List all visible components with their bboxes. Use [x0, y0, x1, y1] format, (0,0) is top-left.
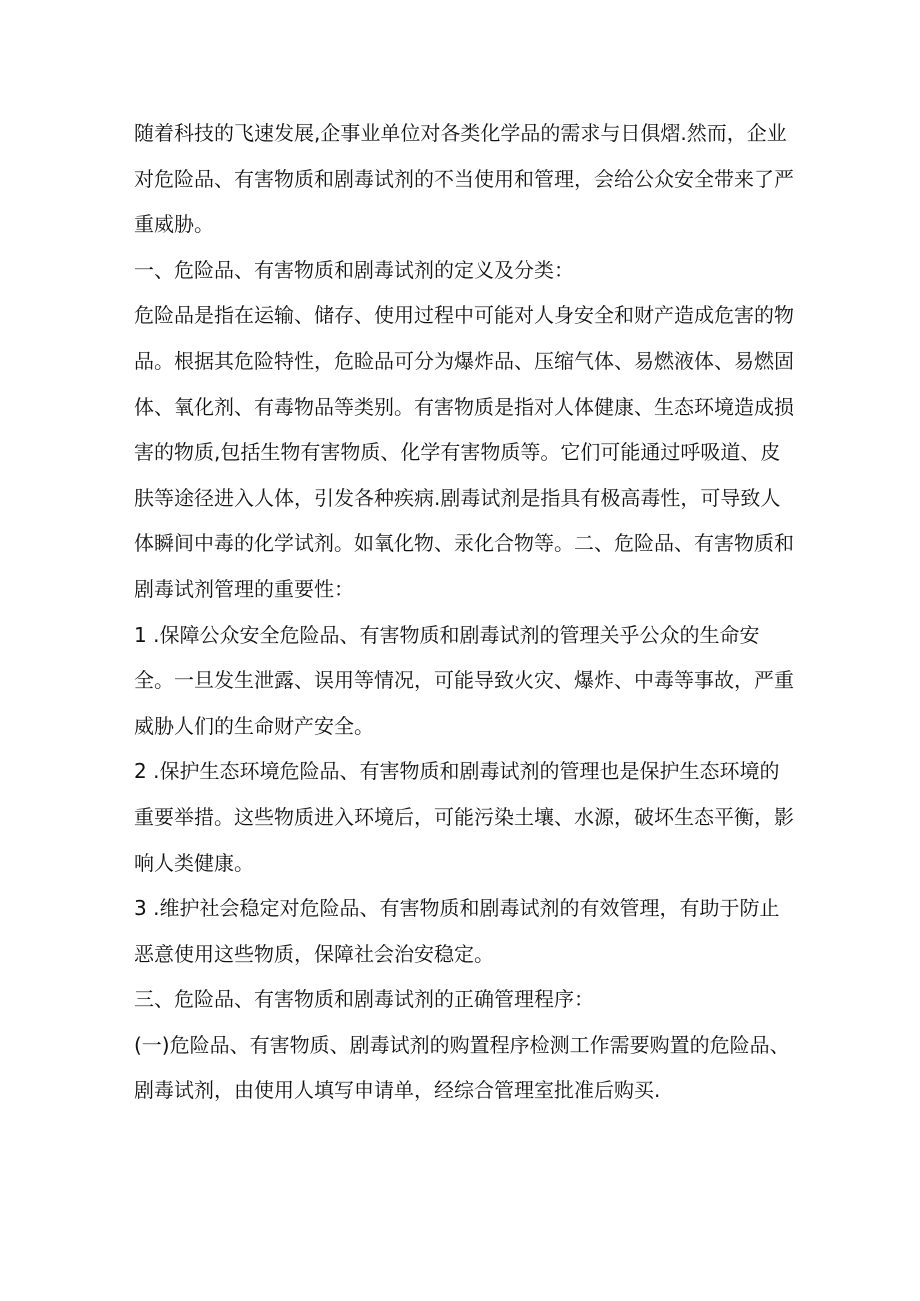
section-heading-procedures: 三、危险品、有害物质和剧毒试剂的正确管理程序： [134, 987, 594, 1012]
paragraph-purchase-procedure: (一)危险品、有害物质、剧毒试剂的购置程序检测工作需要购置的危险品、剧毒试剂，由使用人填写申请单，经综合管理室批准后购买. [134, 1032, 790, 1103]
document-body [134, 111, 794, 1114]
paragraph-definitions: 危险品是指在运输、储存、使用过程中可能对人身安全和财产造成危害的物品。根据其危险特性，危睑品可分为爆炸品、压缩气体、易燃液体、易燃固体、氧化剂、有毒物品等类别。有害物质是指对人体健康、生态环境造成损害的物质,包括生物有害物质、化学有害物质等。它们可能通过呼吸道、皮肤等途径进入人体，引发各种疾病.剧毒试剂是指具有极高毒性，可导致人体瞬间中毒的化学试剂。如氧化物、汞化合物等。二、危险品、有害物质和剧毒试剂管理的重要性： [134, 303, 794, 601]
section-heading-definitions: 一、危险品、有害物质和剧毒试剂的定义及分类： [134, 257, 574, 282]
paragraph-intro: 随着科技的飞速发展,企事业单位对各类化学品的需求与日俱熠.然而，企业对危险品、有害物质和剧毒试剂的不当使用和管理，会给公众安全带来了严重威胁。 [134, 121, 794, 237]
list-item-environment: 2 .保护生态环境危险品、有害物质和剧毒试剂的管理也是保护生态环境的重要举措。这些物质进入环境后，可能污染土壤、水源，破坏生态平衡，影响人类健康。 [134, 759, 794, 875]
list-item-public-safety: 1 .保障公众安全危险品、有害物质和剧毒试剂的管理关乎公众的生命安全。一旦发生泄露、误用等情况，可能导致火灾、爆炸、中毒等事故，严重威胁人们的生命财产安全。 [134, 622, 794, 738]
list-item-social-stability: 3 .维护社会稳定对危险品、有害物质和剧毒试剂的有效管理，有助于防止恶意使用这些物质，保障社会治安稳定。 [134, 896, 780, 966]
